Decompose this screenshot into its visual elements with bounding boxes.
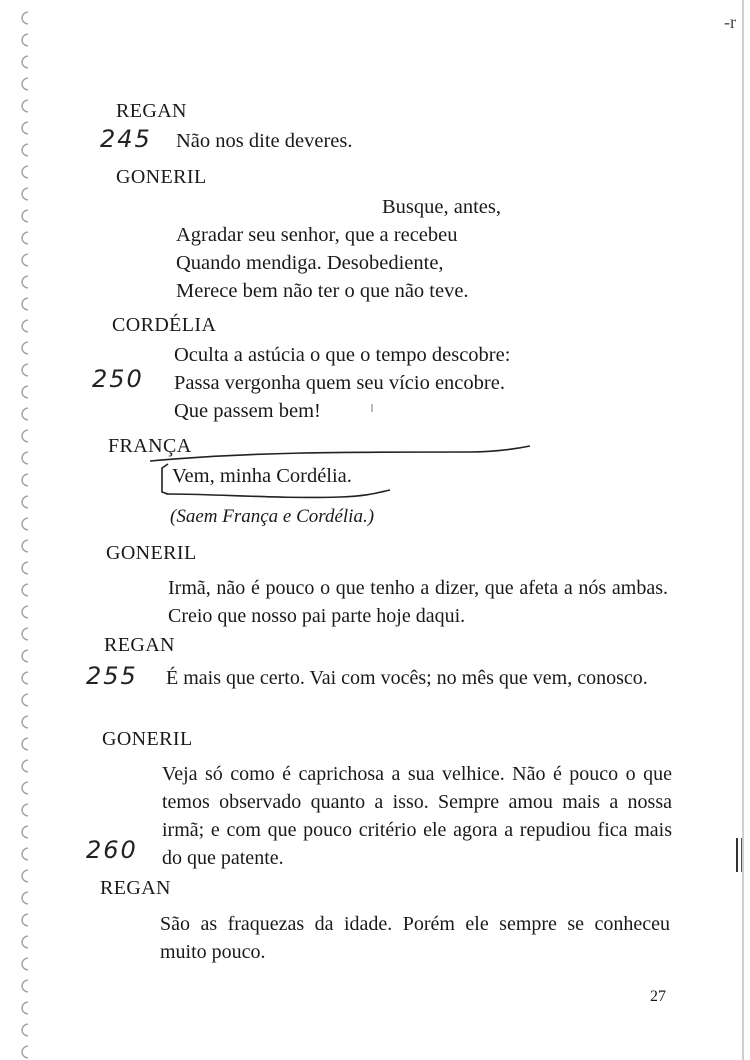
prose-paragraph: Veja só como é caprichosa a sua velhice. Não é pouco o que temos observado quanto a isso. Sempre amou mais a nossa irmã; e com que pouco critério ele agora a repudiou fica mais do que patente. <box>162 763 672 869</box>
binding-ring <box>22 166 28 178</box>
verse-line: Oculta a astúcia o que o tempo descobre: <box>174 344 511 366</box>
verse-line: Vem, minha Cordélia. <box>172 465 352 487</box>
binding-ring <box>22 232 28 244</box>
binding-ring <box>22 650 28 662</box>
speaker-name: REGAN <box>100 877 171 899</box>
binding-ring <box>22 430 28 442</box>
binding-ring <box>22 276 28 288</box>
speaker-name: GONERIL <box>116 166 207 188</box>
binding-ring <box>22 188 28 200</box>
binding-ring <box>22 210 28 222</box>
binding-ring <box>22 12 28 24</box>
binding-ring <box>22 936 28 948</box>
speaker-name: REGAN <box>104 634 175 656</box>
binding-ring <box>22 584 28 596</box>
binding-ring <box>22 100 28 112</box>
binding-ring <box>22 540 28 552</box>
binding-ring <box>22 342 28 354</box>
edge-tab-mark <box>736 838 742 872</box>
speaker-name: CORDÉLIA <box>112 314 217 336</box>
prose-paragraph: São as fraquezas da idade. Porém ele sempre se conheceu muito pouco. <box>160 913 670 963</box>
verse-line: Que passem bem! <box>174 400 321 422</box>
binding-rings <box>14 0 36 1060</box>
bracket-stroke-bottom <box>166 490 390 497</box>
binding-ring <box>22 452 28 464</box>
binding-ring <box>22 408 28 420</box>
binding-ring <box>22 364 28 376</box>
binding-ring <box>22 562 28 574</box>
binding-ring <box>22 892 28 904</box>
verse-line: Merece bem não ter o que não teve. <box>176 280 469 302</box>
binding-ring <box>22 914 28 926</box>
binding-ring <box>22 870 28 882</box>
binding-ring <box>22 122 28 134</box>
page-number: 27 <box>650 988 666 1005</box>
handwritten-line-number: 255 <box>86 662 138 690</box>
binding-ring <box>22 738 28 750</box>
binding-ring <box>22 826 28 838</box>
page-edge <box>742 0 744 1060</box>
binding-ring <box>22 474 28 486</box>
verse-line: Quando mendiga. Desobediente, <box>176 252 444 274</box>
handwritten-line-number: 245 <box>100 125 152 153</box>
speaker-name: FRANÇA <box>108 435 192 457</box>
stage-direction: (Saem França e Cordélia.) <box>170 506 375 527</box>
binding-ring <box>22 78 28 90</box>
binding-ring <box>22 298 28 310</box>
handwritten-line-number: 260 <box>86 836 138 864</box>
franca-underline-stroke <box>150 446 530 461</box>
binding-ring <box>22 782 28 794</box>
binding-ring <box>22 386 28 398</box>
binding-ring <box>22 958 28 970</box>
binding-ring <box>22 760 28 772</box>
bracket-stroke-left <box>162 464 168 494</box>
handwritten-line-number: 250 <box>92 365 144 393</box>
binding-ring <box>22 980 28 992</box>
binding-ring <box>22 694 28 706</box>
speaker-name: GONERIL <box>106 542 197 564</box>
verse-line: Agradar seu senhor, que a recebeu <box>176 224 458 246</box>
speaker-name: GONERIL <box>102 728 193 750</box>
binding-ring <box>22 254 28 266</box>
binding-ring <box>22 34 28 46</box>
binding-ring <box>22 518 28 530</box>
binding-ring <box>22 628 28 640</box>
verse-line: Não nos dite deveres. <box>176 130 353 152</box>
prose-paragraph: Irmã, não é pouco o que tenho a dizer, que afeta a nós ambas. Creio que nosso pai parte hoje daqui. <box>168 577 668 627</box>
binding-ring <box>22 1024 28 1036</box>
binding-ring <box>22 320 28 332</box>
binding-ring <box>22 144 28 156</box>
binding-ring <box>22 848 28 860</box>
corner-mark: -r <box>724 12 736 32</box>
verse-line: Passa vergonha quem seu vício encobre. <box>174 372 505 394</box>
binding-ring <box>22 716 28 728</box>
binding-ring <box>22 672 28 684</box>
speaker-name: REGAN <box>116 100 187 122</box>
prose-paragraph: É mais que certo. Vai com vocês; no mês que vem, conosco. <box>166 667 648 689</box>
binding-ring <box>22 606 28 618</box>
verse-line: Busque, antes, <box>382 196 501 218</box>
binding-ring <box>22 496 28 508</box>
binding-ring <box>22 56 28 68</box>
binding-ring <box>22 804 28 816</box>
binding-ring <box>22 1002 28 1014</box>
binding-ring <box>22 1046 28 1058</box>
